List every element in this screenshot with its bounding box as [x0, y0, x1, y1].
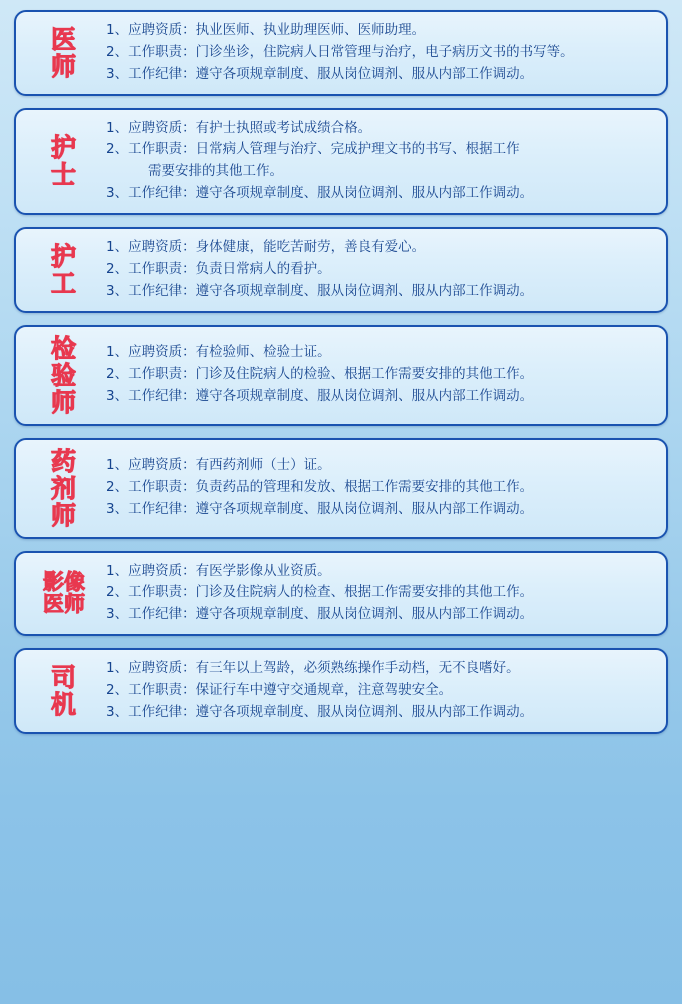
job-card-doctor — [14, 10, 668, 96]
job-duty-line: 2、工作职责：保证行车中遵守交通规章，注意驾驶安全。 — [106, 682, 453, 699]
job-duty-continuation — [106, 161, 656, 183]
job-requirement-line: 1、应聘资质：执业医师、执业助理医师、医师助理。 — [106, 22, 426, 38]
job-title-char: 师 — [50, 51, 77, 81]
job-title-caregiver — [22, 243, 106, 297]
job-discipline-line: 3、工作纪律：遵守各项规章制度、服从岗位调剂、服从内部工作调动。 — [106, 388, 534, 405]
job-discipline-line: 3、工作纪律：遵守各项规章制度、服从岗位调剂、服从内部工作调动。 — [106, 703, 534, 720]
job-requirement-line: 1、应聘资质：有医学影像从业资质。 — [106, 562, 331, 579]
job-title-char: 司 — [50, 662, 77, 692]
job-title-pharmacist — [22, 448, 106, 529]
job-duty-line: 2、工作职责：负责药品的管理和发放、根据工作需要安排的其他工作。 — [106, 479, 534, 496]
job-title-char: 医 — [50, 24, 77, 54]
job-title-lab-technician — [22, 335, 106, 416]
job-details-radiologist — [106, 561, 656, 627]
job-title-char: 影像 — [43, 569, 85, 594]
job-title-char: 师 — [50, 500, 77, 530]
job-discipline-line: 3、工作纪律：遵守各项规章制度、服从岗位调剂、服从内部工作调动。 — [106, 65, 534, 82]
job-card-nurse — [14, 108, 668, 215]
job-discipline-line: 3、工作纪律：遵守各项规章制度、服从岗位调剂、服从内部工作调动。 — [106, 282, 534, 299]
job-requirement-line: 1、应聘资质：有检验师、检验士证。 — [106, 344, 331, 361]
job-title-doctor — [22, 26, 106, 80]
job-requirement-line: 1、应聘资质：身体健康，能吃苦耐劳，善良有爱心。 — [106, 239, 426, 256]
job-details-pharmacist — [106, 455, 656, 521]
job-details-caregiver — [106, 237, 656, 303]
job-duty-line: 2、工作职责：日常病人管理与治疗、完成护理文书的书写、根据工作 — [106, 141, 520, 158]
job-title-char: 工 — [50, 268, 77, 298]
job-title-char: 士 — [50, 160, 77, 190]
job-title-driver — [22, 664, 106, 718]
job-title-nurse — [22, 134, 106, 188]
job-duty-line: 2、工作职责：门诊及住院病人的检查、根据工作需要安排的其他工作。 — [106, 584, 534, 601]
job-details-driver — [106, 658, 656, 724]
job-discipline-line: 3、工作纪律：遵守各项规章制度、服从岗位调剂、服从内部工作调动。 — [106, 185, 534, 202]
job-title-radiologist — [22, 571, 106, 616]
job-details-doctor — [106, 20, 656, 86]
job-requirement-line: 1、应聘资质：有护士执照或考试成绩合格。 — [106, 119, 372, 136]
job-duty-line: 2、工作职责：门诊及住院病人的检验、根据工作需要安排的其他工作。 — [106, 366, 534, 383]
job-discipline-line: 3、工作纪律：遵守各项规章制度、服从岗位调剂、服从内部工作调动。 — [106, 606, 534, 623]
job-card-pharmacist — [14, 438, 668, 539]
job-requirement-line: 1、应聘资质：有三年以上驾龄，必须熟练操作手动档，无不良嗜好。 — [106, 660, 520, 677]
job-title-char: 检 — [50, 333, 77, 363]
job-title-char: 医师 — [43, 592, 85, 617]
job-card-caregiver — [14, 227, 668, 313]
job-title-char: 护 — [50, 133, 77, 163]
job-title-char: 机 — [50, 689, 77, 719]
job-title-char: 护 — [50, 241, 77, 271]
job-title-char: 师 — [50, 387, 77, 417]
job-discipline-line: 3、工作纪律：遵守各项规章制度、服从岗位调剂、服从内部工作调动。 — [106, 501, 534, 518]
job-title-char: 剂 — [50, 473, 77, 503]
job-title-char: 验 — [50, 360, 77, 390]
job-details-nurse — [106, 118, 656, 205]
job-duty-line: 2、工作职责：负责日常病人的看护。 — [106, 260, 331, 277]
job-title-char: 药 — [50, 446, 77, 476]
job-card-radiologist — [14, 551, 668, 637]
job-card-lab-technician — [14, 325, 668, 426]
job-duty-line: 2、工作职责：门诊坐诊，住院病人日常管理与治疗，电子病历文书的书写等。 — [106, 43, 574, 60]
job-details-lab-technician — [106, 342, 656, 408]
job-requirement-line: 1、应聘资质：有西药剂师（士）证。 — [106, 457, 331, 474]
job-card-driver — [14, 648, 668, 734]
job-duty-continuation-text: 需要安排的其他工作。 — [148, 163, 283, 180]
